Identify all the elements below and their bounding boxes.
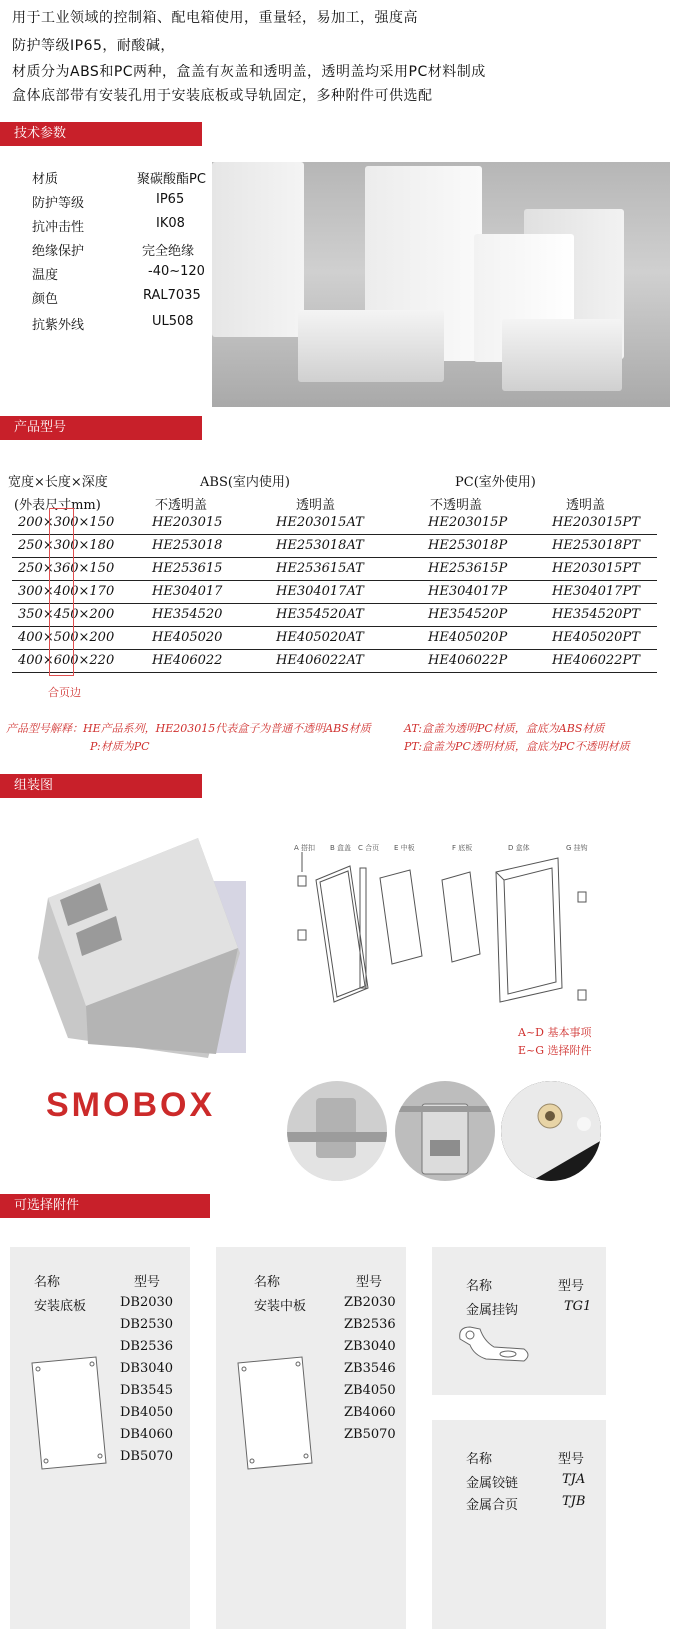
accessory-model: DB2536 bbox=[120, 1339, 174, 1354]
model-cell: HE406022 bbox=[152, 653, 223, 668]
part-label-c: C 合页 bbox=[358, 844, 380, 852]
model-cell: HE253615AT bbox=[276, 561, 364, 576]
accessory-card-metal-hinge bbox=[432, 1420, 606, 1629]
accessory-model: ZB2536 bbox=[344, 1317, 396, 1332]
accessory-model: ZB4060 bbox=[344, 1405, 396, 1420]
column-label-name: 名称 bbox=[254, 1275, 281, 1290]
accessory-model: DB3040 bbox=[120, 1361, 174, 1376]
part-label-e: E 中板 bbox=[394, 844, 415, 852]
subheader-clear-abs: 透明盖 bbox=[296, 498, 336, 513]
model-cell: HE253018P bbox=[428, 538, 508, 553]
enclosure-image bbox=[298, 310, 444, 382]
enclosure-image bbox=[502, 319, 622, 391]
subheader-clear-pc: 透明盖 bbox=[566, 498, 606, 513]
model-cell: HE406022P bbox=[428, 653, 508, 668]
model-cell: HE405020 bbox=[152, 630, 223, 645]
column-label-name: 名称 bbox=[466, 1279, 493, 1294]
model-cell: HE203015PT bbox=[552, 561, 640, 576]
spec-label: 颜色 bbox=[32, 292, 59, 307]
model-cell: HE304017 bbox=[152, 584, 223, 599]
dimension-subheader: (外表尺寸mm) bbox=[14, 498, 101, 513]
model-note-right-2: PT:盒盖为PC透明材质，盒底为PC不透明材质 bbox=[404, 740, 630, 753]
dimension-cell: 400×500×200 bbox=[18, 630, 115, 645]
hinge-side-highlight bbox=[49, 508, 74, 676]
model-cell: HE405020PT bbox=[552, 630, 640, 645]
enclosure-product-photo bbox=[212, 162, 670, 407]
model-cell: HE253018 bbox=[152, 538, 223, 553]
model-note-left-1: 产品型号解释：HE产品系列，HE203015代表盒子为普通不透明ABS材质 bbox=[6, 722, 371, 735]
brand-logo: SMOBOX bbox=[46, 1086, 216, 1124]
subheader-opaque-pc: 不透明盖 bbox=[430, 498, 483, 513]
intro-line-2: 防护等级IP65，耐酸碱， bbox=[12, 38, 175, 54]
legend-basic-items: A~D 基本事项 bbox=[518, 1026, 592, 1039]
section-header-specs: 技术参数 bbox=[0, 122, 202, 146]
column-label-model: 型号 bbox=[134, 1275, 161, 1290]
accessory-model: DB4060 bbox=[120, 1427, 174, 1442]
row-divider bbox=[12, 603, 657, 604]
column-label-model: 型号 bbox=[558, 1452, 585, 1467]
model-cell: HE253018PT bbox=[552, 538, 640, 553]
spec-value-pc: 聚碳酸酯PC bbox=[137, 172, 206, 187]
accessory-card-base-plate bbox=[10, 1247, 190, 1629]
accessory-model: TJB bbox=[562, 1494, 586, 1509]
column-label-name: 名称 bbox=[34, 1275, 61, 1290]
accessory-name: 安装底板 bbox=[34, 1299, 87, 1314]
spec-value-pc: -40~120 bbox=[148, 264, 205, 279]
row-divider bbox=[12, 557, 657, 558]
row-divider bbox=[12, 649, 657, 650]
legend-optional-accessories: E~G 选择附件 bbox=[518, 1044, 592, 1057]
spec-label: 温度 bbox=[32, 268, 59, 283]
row-divider bbox=[12, 672, 657, 673]
part-label-d: D 盒体 bbox=[508, 844, 530, 852]
model-note-left-2: P:材质为PC bbox=[90, 740, 150, 753]
enclosure-angled-photo bbox=[28, 838, 244, 1060]
intro-line-1: 用于工业领域的控制箱、配电箱使用，重量轻，易加工，强度高 bbox=[12, 10, 418, 26]
dimension-header: 宽度×长度×深度 bbox=[8, 475, 108, 490]
row-divider bbox=[12, 626, 657, 627]
hinge-side-label: 合页边 bbox=[48, 686, 81, 699]
accessory-model: ZB2030 bbox=[344, 1295, 396, 1310]
accessory-name: 安装中板 bbox=[254, 1299, 307, 1314]
column-label-model: 型号 bbox=[356, 1275, 383, 1290]
dimension-cell: 300×400×170 bbox=[18, 584, 115, 599]
row-divider bbox=[12, 534, 657, 535]
accessory-card-mid-plate bbox=[216, 1247, 406, 1629]
column-label-name: 名称 bbox=[466, 1452, 493, 1467]
model-note-right-1: AT:盒盖为透明PC材质，盒底为ABS材质 bbox=[404, 722, 605, 735]
dimension-cell: 350×450×200 bbox=[18, 607, 115, 622]
intro-line-4: 盒体底部带有安装孔用于安装底板或导轨固定，多种附件可供选配 bbox=[12, 88, 433, 104]
row-divider bbox=[12, 580, 657, 581]
accessory-model: DB2030 bbox=[120, 1295, 174, 1310]
spec-value-pc: IK08 bbox=[156, 216, 185, 231]
accessory-name: 金属合页 bbox=[466, 1498, 519, 1513]
model-cell: HE405020P bbox=[428, 630, 508, 645]
model-cell: HE304017PT bbox=[552, 584, 640, 599]
dimension-cell: 200×300×150 bbox=[18, 515, 115, 530]
section-header-assembly: 组装图 bbox=[0, 774, 202, 798]
accessory-model: TJA bbox=[562, 1472, 586, 1487]
spec-value-pc: 完全绝缘 bbox=[142, 244, 195, 259]
spec-value-pc: RAL7035 bbox=[143, 288, 201, 303]
part-label-a: A 搭扣 bbox=[294, 844, 316, 852]
accessory-name: 金属铰链 bbox=[466, 1476, 519, 1491]
model-cell: HE405020AT bbox=[276, 630, 364, 645]
accessory-model: ZB3040 bbox=[344, 1339, 396, 1354]
section-header-models: 产品型号 bbox=[0, 416, 202, 440]
accessory-name: 金属挂钩 bbox=[466, 1303, 519, 1318]
section-header-accessories: 可选择附件 bbox=[0, 1194, 210, 1218]
abs-group-header: ABS(室内使用) bbox=[200, 475, 290, 490]
part-label-f: F 底板 bbox=[452, 844, 473, 852]
spec-label: 抗冲击性 bbox=[32, 220, 85, 235]
accessory-model: DB3545 bbox=[120, 1383, 174, 1398]
base-plate-icon bbox=[26, 1355, 110, 1471]
subheader-opaque-abs: 不透明盖 bbox=[155, 498, 208, 513]
model-cell: HE253018AT bbox=[276, 538, 364, 553]
dimension-cell: 400×600×220 bbox=[18, 653, 115, 668]
mid-plate-icon bbox=[232, 1355, 316, 1471]
model-cell: HE253615P bbox=[428, 561, 508, 576]
pc-group-header: PC(室外使用) bbox=[455, 475, 536, 490]
model-cell: HE253615 bbox=[152, 561, 223, 576]
intro-line-3: 材质分为ABS和PC两种，盒盖有灰盖和透明盖，透明盖均采用PC材料制成 bbox=[12, 64, 486, 80]
accessory-model: ZB5070 bbox=[344, 1427, 396, 1442]
mounting-hole-detail-photo bbox=[500, 1080, 602, 1182]
accessory-model: TG1 bbox=[564, 1299, 592, 1314]
accessory-model: ZB4050 bbox=[344, 1383, 396, 1398]
part-label-g: G 挂钩 bbox=[566, 844, 588, 852]
model-cell: HE304017AT bbox=[276, 584, 364, 599]
model-cell: HE354520 bbox=[152, 607, 223, 622]
spec-value-pc: IP65 bbox=[156, 192, 185, 207]
metal-hook-icon bbox=[454, 1321, 534, 1367]
model-cell: HE354520AT bbox=[276, 607, 364, 622]
model-cell: HE203015PT bbox=[552, 515, 640, 530]
dimension-cell: 250×300×180 bbox=[18, 538, 115, 553]
model-cell: HE203015 bbox=[152, 515, 223, 530]
model-cell: HE304017P bbox=[428, 584, 508, 599]
exploded-assembly-diagram bbox=[290, 838, 620, 1016]
model-cell: HE354520P bbox=[428, 607, 508, 622]
accessory-model: DB2530 bbox=[120, 1317, 174, 1332]
accessory-model: DB4050 bbox=[120, 1405, 174, 1420]
accessory-card-metal-hook bbox=[432, 1247, 606, 1395]
part-label-b: B 盒盖 bbox=[330, 844, 352, 852]
enclosure-image bbox=[212, 162, 304, 337]
latch-detail-photo bbox=[286, 1080, 388, 1182]
model-cell: HE406022PT bbox=[552, 653, 640, 668]
model-cell: HE203015P bbox=[428, 515, 508, 530]
accessory-model: ZB3546 bbox=[344, 1361, 396, 1376]
model-cell: HE203015AT bbox=[276, 515, 364, 530]
model-cell: HE354520PT bbox=[552, 607, 640, 622]
model-cell: HE406022AT bbox=[276, 653, 364, 668]
hinge-detail-photo bbox=[394, 1080, 496, 1182]
dimension-cell: 250×360×150 bbox=[18, 561, 115, 576]
accessory-model: DB5070 bbox=[120, 1449, 174, 1464]
spec-value-pc: UL508 bbox=[152, 314, 194, 329]
spec-label: 材质 bbox=[32, 172, 59, 187]
column-label-model: 型号 bbox=[558, 1279, 585, 1294]
spec-label: 抗紫外线 bbox=[32, 318, 85, 333]
spec-label: 绝缘保护 bbox=[32, 244, 85, 259]
spec-label: 防护等级 bbox=[32, 196, 85, 211]
